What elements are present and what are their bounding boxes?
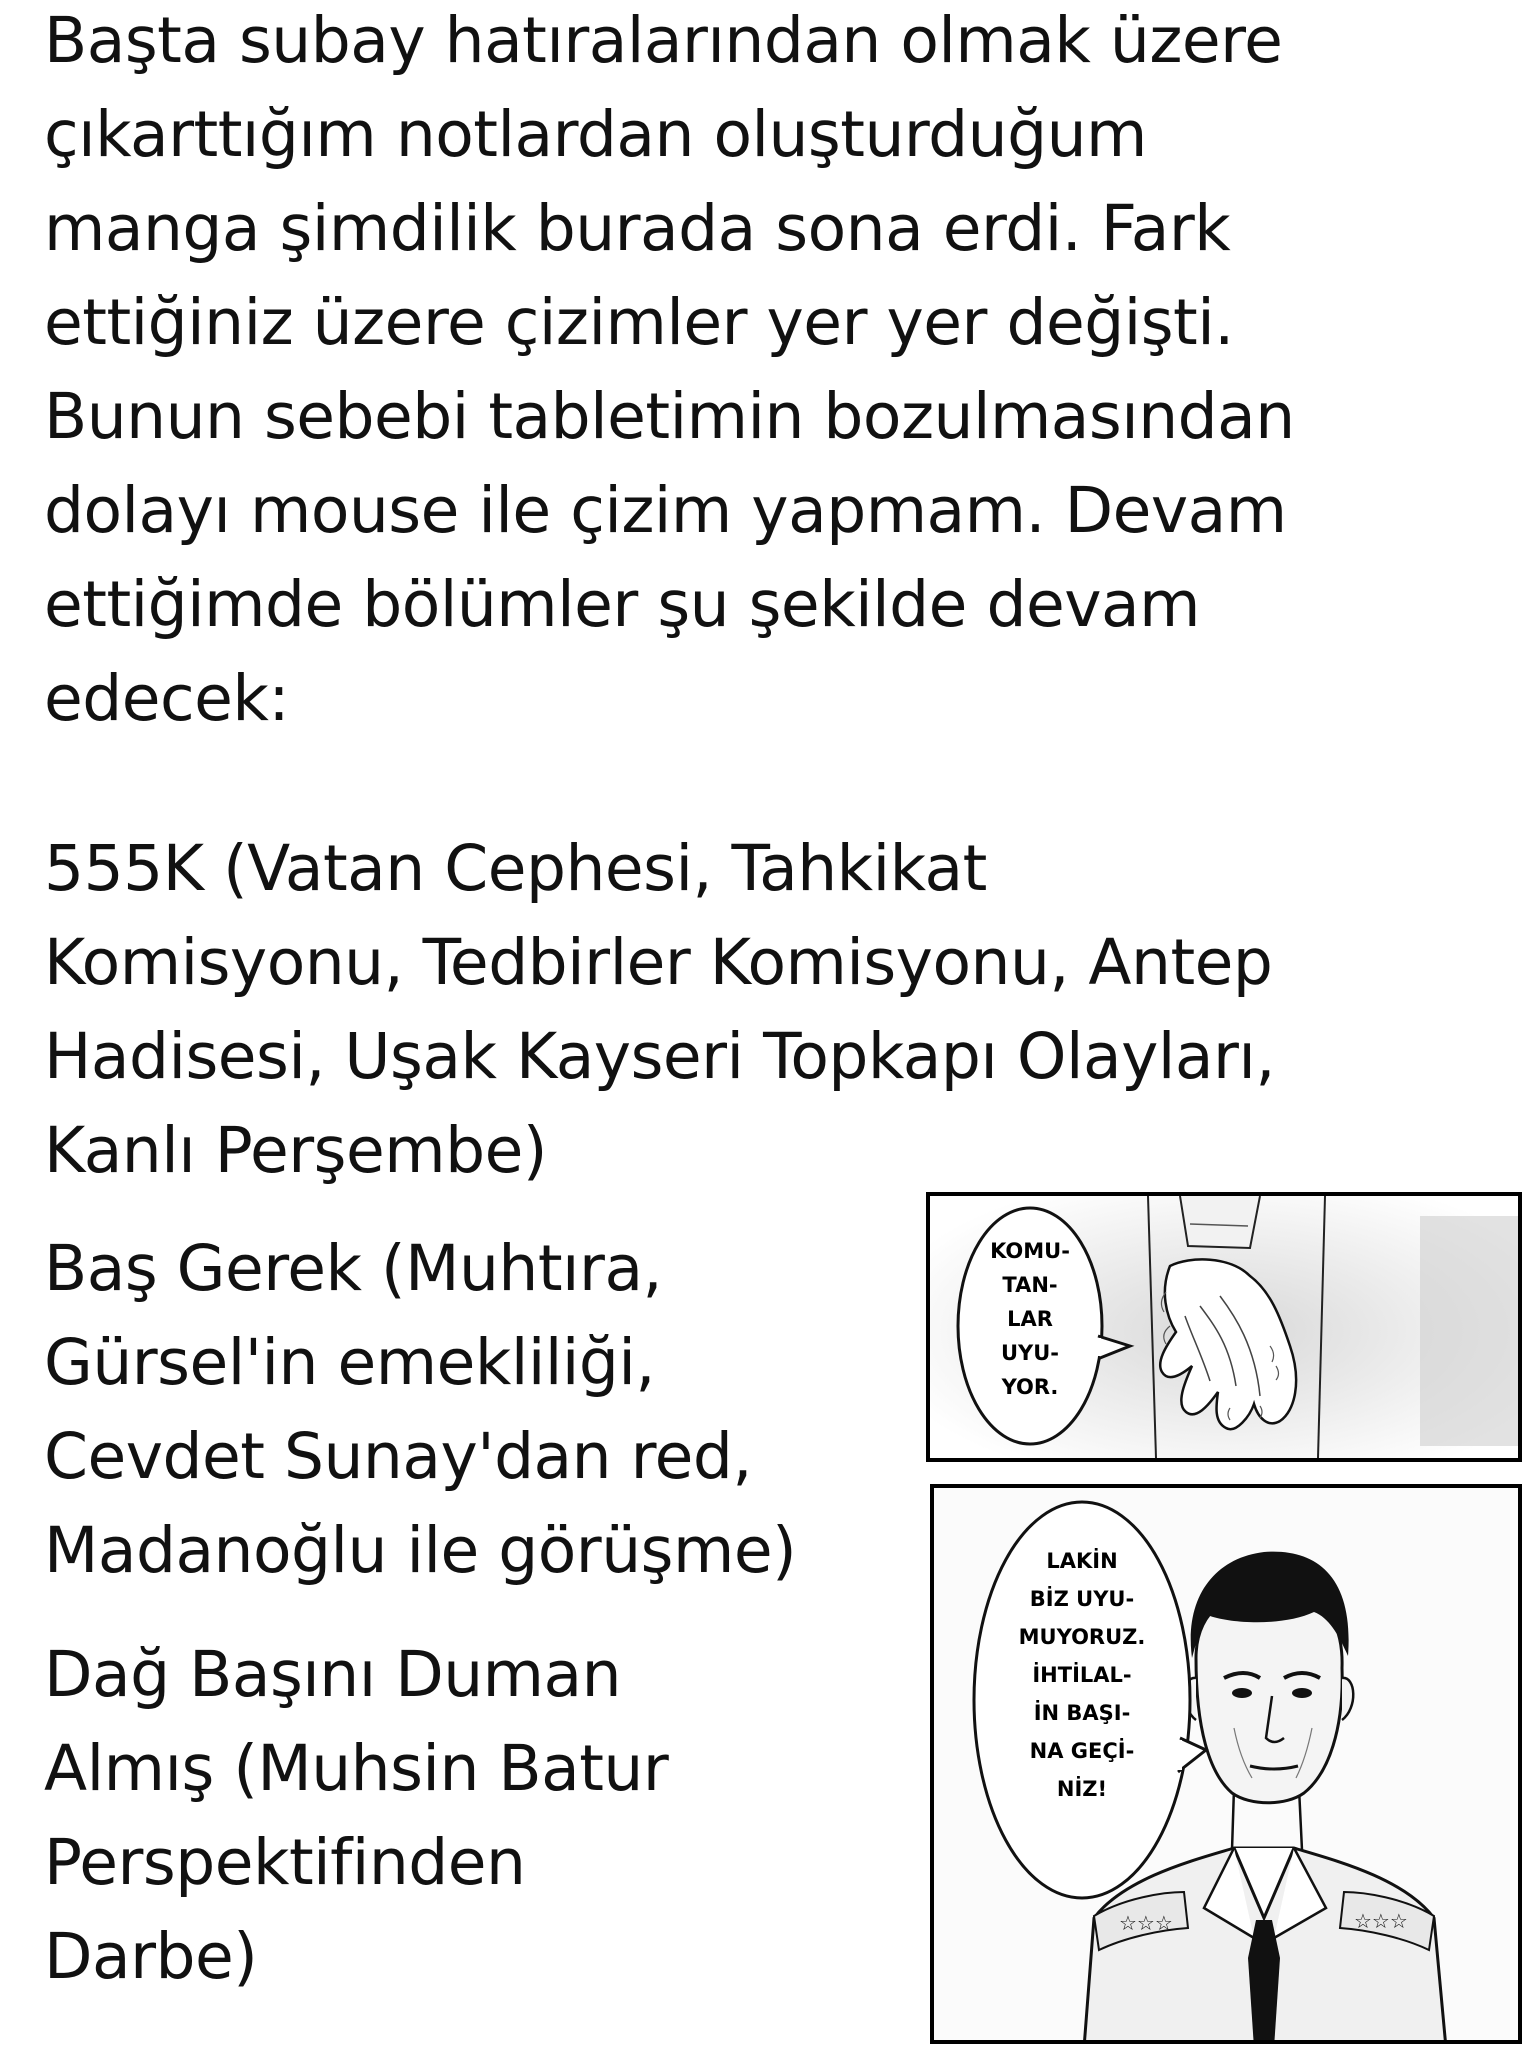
chapter-dag-basini <box>44 1628 668 2004</box>
chapter-bas-gerek <box>44 1222 796 1598</box>
bubble-line: İN BAŞI- <box>1033 1701 1131 1725</box>
chapter-555k <box>44 822 1275 1198</box>
speech-bubble-text <box>992 1542 1172 1808</box>
svg-text:☆☆☆: ☆☆☆ <box>1119 1911 1173 1935</box>
bubble-line: UYU- <box>1000 1341 1060 1365</box>
intro-line: ettiğiniz üzere çizimler yer yer değişti. <box>44 286 1234 359</box>
intro-line: manga şimdilik burada sona erdi. Fark <box>44 192 1231 265</box>
intro-line: ettiğimde bölümler şu şekilde devam <box>44 568 1200 641</box>
bubble-line: MUYORUZ. <box>1018 1625 1146 1649</box>
speech-bubble-text <box>970 1234 1090 1404</box>
bubble-line: BİZ UYU- <box>1029 1587 1135 1611</box>
chapter-line: Kanlı Perşembe) <box>44 1114 547 1187</box>
chapter-line: Dağ Başını Duman <box>44 1638 622 1711</box>
bubble-line: YOR. <box>1001 1375 1059 1399</box>
chapter-line: Madanoğlu ile görüşme) <box>44 1514 797 1587</box>
bubble-line: KOMU- <box>990 1239 1070 1263</box>
bubble-line: İHTİLAL- <box>1032 1663 1132 1687</box>
chapter-line: Gürsel'in emekliliği, <box>44 1326 655 1399</box>
bubble-line: NA GEÇİ- <box>1029 1739 1135 1763</box>
chapter-line: Cevdet Sunay'dan red, <box>44 1420 752 1493</box>
bubble-line: NİZ! <box>1056 1777 1108 1801</box>
bubble-line: LAR <box>1007 1307 1053 1331</box>
svg-text:☆☆☆: ☆☆☆ <box>1354 1909 1408 1933</box>
intro-line: Başta subay hatıralarından olmak üzere <box>44 4 1283 77</box>
manga-panel-hand <box>926 1192 1522 1462</box>
chapter-line: Hadisesi, Uşak Kayseri Topkapı Olayları, <box>44 1020 1275 1093</box>
chapter-line: Almış (Muhsin Batur <box>44 1732 669 1805</box>
intro-paragraph <box>44 0 1524 746</box>
chapter-line: Baş Gerek (Muhtıra, <box>44 1232 663 1305</box>
chapter-line: Darbe) <box>44 1920 258 1993</box>
manga-panel-officer <box>930 1484 1522 2044</box>
chapter-line: 555K (Vatan Cephesi, Tahkikat <box>44 832 987 905</box>
intro-line: edecek: <box>44 662 290 735</box>
bubble-line: LAKİN <box>1046 1549 1118 1573</box>
chapter-line: Perspektifinden <box>44 1826 526 1899</box>
intro-line: çıkarttığım notlardan oluşturduğum <box>44 98 1147 171</box>
intro-line: dolayı mouse ile çizim yapmam. Devam <box>44 474 1287 547</box>
bubble-line: TAN- <box>1002 1273 1058 1297</box>
chapter-line: Komisyonu, Tedbirler Komisyonu, Antep <box>44 926 1273 999</box>
intro-line: Bunun sebebi tabletimin bozulmasından <box>44 380 1295 453</box>
